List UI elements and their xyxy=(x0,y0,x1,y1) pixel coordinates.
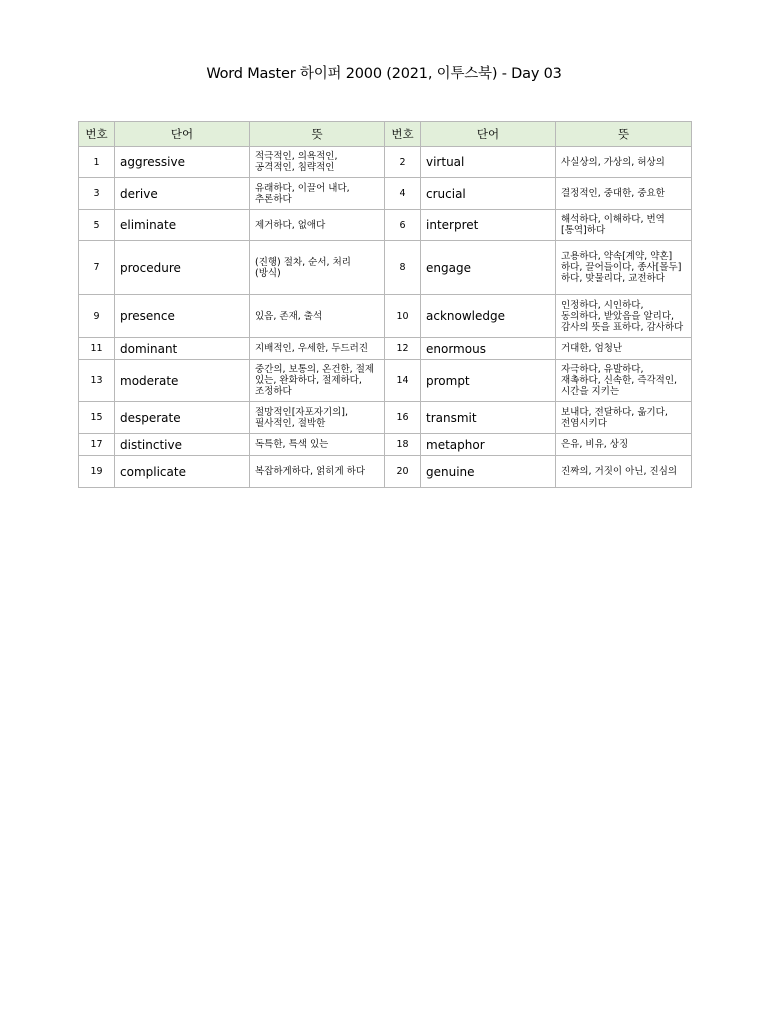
entry-number: 19 xyxy=(79,456,115,488)
table-row xyxy=(79,402,692,434)
table-row xyxy=(79,147,692,178)
entry-meaning: 중간의, 보통의, 온건한, 절제 있는, 완화하다, 절제하다, 조정하다 xyxy=(250,360,385,402)
entry-word: complicate xyxy=(115,456,250,488)
table-row xyxy=(79,241,692,295)
entry-word: acknowledge xyxy=(421,295,556,338)
entry-number: 7 xyxy=(79,241,115,295)
table-row xyxy=(79,210,692,241)
entry-meaning: 적극적인, 의욕적인, 공격적인, 침략적인 xyxy=(250,147,385,178)
header-word-1: 단어 xyxy=(115,122,250,147)
entry-word: interpret xyxy=(421,210,556,241)
entry-meaning: 독특한, 특색 있는 xyxy=(250,434,385,456)
entry-number: 20 xyxy=(385,456,421,488)
table-header-row xyxy=(79,122,692,147)
table-row xyxy=(79,338,692,360)
entry-meaning: 복잡하게하다, 얽히게 하다 xyxy=(250,456,385,488)
table-row xyxy=(79,178,692,210)
entry-meaning: (진행) 절차, 순서, 처리 (방식) xyxy=(250,241,385,295)
entry-number: 18 xyxy=(385,434,421,456)
entry-number: 5 xyxy=(79,210,115,241)
entry-word: enormous xyxy=(421,338,556,360)
entry-word: distinctive xyxy=(115,434,250,456)
entry-meaning: 있음, 존재, 출석 xyxy=(250,295,385,338)
entry-number: 12 xyxy=(385,338,421,360)
entry-word: crucial xyxy=(421,178,556,210)
entry-word: metaphor xyxy=(421,434,556,456)
entry-meaning: 결정적인, 중대한, 중요한 xyxy=(556,178,692,210)
entry-number: 15 xyxy=(79,402,115,434)
entry-word: prompt xyxy=(421,360,556,402)
entry-meaning: 유래하다, 이끌어 내다, 추론하다 xyxy=(250,178,385,210)
entry-word: procedure xyxy=(115,241,250,295)
entry-meaning: 자극하다, 유발하다, 재촉하다, 신속한, 즉각적인, 시간을 지키는 xyxy=(556,360,692,402)
entry-number: 4 xyxy=(385,178,421,210)
entry-number: 13 xyxy=(79,360,115,402)
entry-number: 2 xyxy=(385,147,421,178)
entry-word: genuine xyxy=(421,456,556,488)
table-row xyxy=(79,295,692,338)
entry-number: 6 xyxy=(385,210,421,241)
entry-number: 1 xyxy=(79,147,115,178)
entry-word: engage xyxy=(421,241,556,295)
entry-meaning: 거대한, 엄청난 xyxy=(556,338,692,360)
entry-number: 9 xyxy=(79,295,115,338)
entry-number: 3 xyxy=(79,178,115,210)
entry-word: virtual xyxy=(421,147,556,178)
header-number-1: 번호 xyxy=(79,122,115,147)
entry-number: 10 xyxy=(385,295,421,338)
header-meaning-2: 뜻 xyxy=(556,122,692,147)
header-number-2: 번호 xyxy=(385,122,421,147)
entry-meaning: 인정하다, 시인하다, 동의하다, 받았음을 알리다, 감사의 뜻을 표하다, 감사하다 xyxy=(556,295,692,338)
table-row xyxy=(79,360,692,402)
header-word-2: 단어 xyxy=(421,122,556,147)
entry-word: presence xyxy=(115,295,250,338)
entry-meaning: 해석하다, 이해하다, 번역[통역]하다 xyxy=(556,210,692,241)
entry-meaning: 제거하다, 없애다 xyxy=(250,210,385,241)
entry-word: dominant xyxy=(115,338,250,360)
table-row xyxy=(79,434,692,456)
entry-word: moderate xyxy=(115,360,250,402)
entry-word: desperate xyxy=(115,402,250,434)
header-meaning-1: 뜻 xyxy=(250,122,385,147)
entry-meaning: 진짜의, 거짓이 아닌, 진심의 xyxy=(556,456,692,488)
entry-meaning: 절망적인[자포자기의], 필사적인, 절박한 xyxy=(250,402,385,434)
entry-number: 8 xyxy=(385,241,421,295)
table-row xyxy=(79,456,692,488)
entry-word: transmit xyxy=(421,402,556,434)
entry-meaning: 지배적인, 우세한, 두드러진 xyxy=(250,338,385,360)
vocabulary-table xyxy=(78,121,692,488)
entry-meaning: 고용하다, 약속[계약, 약혼]하다, 끌어들이다, 종사[몰두]하다, 맞물리다, 교전하다 xyxy=(556,241,692,295)
entry-word: aggressive xyxy=(115,147,250,178)
page-title: Word Master 하이퍼 2000 (2021, 이투스북) - Day 03 xyxy=(206,66,562,82)
entry-number: 11 xyxy=(79,338,115,360)
entry-number: 17 xyxy=(79,434,115,456)
entry-word: derive xyxy=(115,178,250,210)
entry-meaning: 은유, 비유, 상징 xyxy=(556,434,692,456)
entry-meaning: 보내다, 전달하다, 옮기다, 전염시키다 xyxy=(556,402,692,434)
entry-number: 16 xyxy=(385,402,421,434)
entry-word: eliminate xyxy=(115,210,250,241)
entry-meaning: 사실상의, 가상의, 허상의 xyxy=(556,147,692,178)
entry-number: 14 xyxy=(385,360,421,402)
